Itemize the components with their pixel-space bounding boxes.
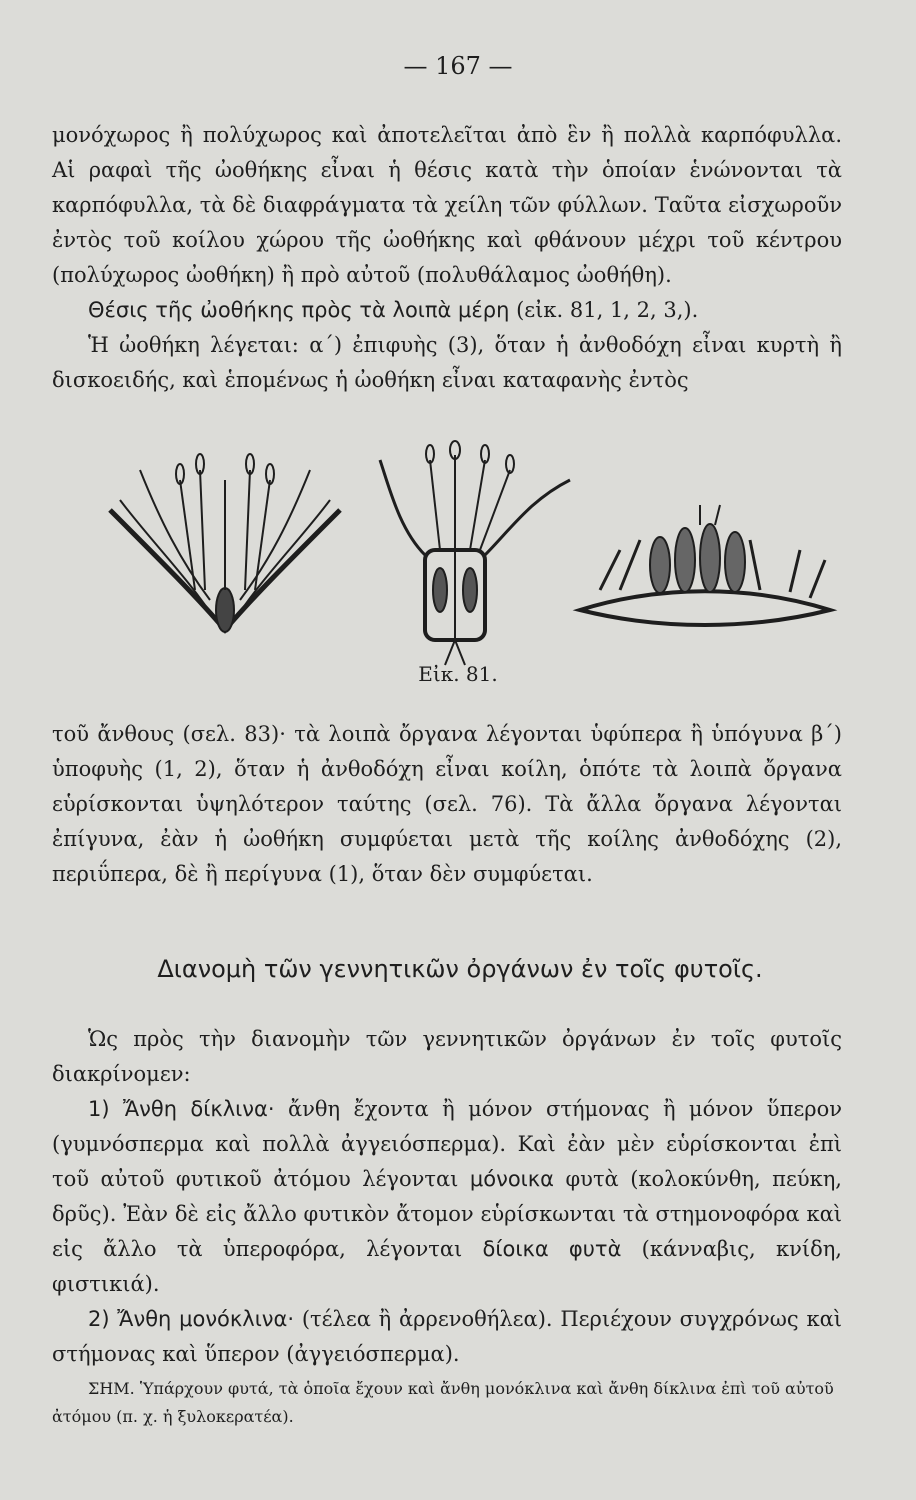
flower-section-figure [100, 440, 840, 670]
item2-text: (τέλεα ἢ ἀρρενοθήλεα). Περιέχουν συγχρόνως καὶ στήμονας καὶ ὕπερον (ἀγγειόσπερμα). [52, 1307, 842, 1366]
section-heading: Διανομὴ τῶν γεννητικῶν ὀργάνων ἐν τοῖς φυτοῖς. [157, 955, 763, 983]
item1-text: ἄνθη ἔχοντα ἢ μόνον στήμονας ἢ μόνον ὕπερον (γυμνόσπερμα καὶ πολλὰ ἀγγειόσπερμα). Καὶ ἐὰν μὲν εὑρίσκονται ἐπὶ τοῦ αὐτοῦ φυτικοῦ ἀτόμου λέγονται [52, 1097, 843, 1191]
item1-text3: (κάνναβις, κνίδη, φιστικιά). [52, 1237, 842, 1296]
term-monoecious: μόνοικα [469, 1167, 554, 1191]
flower-illustration-hypogynous [580, 505, 830, 625]
intro-paragraph: Ὡς πρὸς τὴν διανομὴν τῶν γεννητικῶν ὀργάνων ἐν τοῖς φυτοῖς διακρίνομεν: [52, 1027, 842, 1086]
list-item-diclinous [52, 1092, 842, 1302]
after-figure-text [52, 717, 842, 892]
footnote [52, 1375, 842, 1431]
page-number: — 167 — [403, 52, 513, 80]
flower-illustration-perigynous [110, 454, 340, 632]
list-item-monoclinous [52, 1302, 842, 1372]
distribution-text [52, 1022, 842, 1372]
subheading-figure-reference: (εἰκ. 81, 1, 2, 3,). [516, 298, 699, 322]
flower-illustration-epigynous [380, 441, 570, 665]
item1-text2: φυτὰ (κολοκύνθη, πεύκη, δρῦς). Ἐὰν δὲ εἰς ἄλλο φυτικὸν ἄτομον εὑρίσκωνται τὰ στημονοφόρα καὶ εἰς ἄλλο τὰ ὑπεροφόρα, λέγονται [52, 1167, 842, 1261]
ovary-position-subheading: Θέσις τῆς ὠοθήκης πρὸς τὰ λοιπὰ μέρη [88, 298, 510, 322]
term-dioecious: δίοικα φυτὰ [482, 1237, 622, 1261]
ovary-position-paragraph: Ἡ ὠοθήκη λέγεται: α΄) ἐπιφυὴς (3), ὅταν ἡ ἀνθοδόχη εἶναι κυρτὴ ἢ δισκοειδής, καὶ ἑπομένως ἡ ὠοθήκη εἶναι καταφανὴς ἐντὸς [52, 333, 842, 392]
figure-caption: Εἰκ. 81. [418, 662, 498, 686]
item1-label: 1) Ἄνθη δίκλινα· [88, 1097, 275, 1121]
ovary-paragraph: μονόχωρος ἢ πολύχωρος καὶ ἀποτελεῖται ἀπὸ ἓν ἢ πολλὰ καρπόφυλλα. Αἱ ραφαὶ τῆς ὠοθήκης εἶναι ἡ θέσις κατὰ τὴν ὁποίαν ἑνώνονται τὰ καρπόφυλλα, τὰ δὲ διαφράγματα τὰ χείλη τῶν φύλλων. Ταῦτα εἰσχωροῦν ἐντὸς τοῦ κοίλου χώρου τῆς ὠοθήκης καὶ φθάνουν μέχρι τοῦ κέντρου (πολύχωρος ὠοθήκη) ἢ πρὸ αὐτοῦ (πολυθάλαμος ὠοθήθη). [52, 123, 842, 287]
top-text [52, 118, 842, 398]
subheading-line [52, 293, 842, 328]
note-text: ΣΗΜ. Ὑπάρχουν φυτά, τὰ ὁποῖα ἔχουν καὶ ἄνθη μονόκλινα καὶ ἄνθη δίκλινα ἐπὶ τοῦ αὐτοῦ ἀτόμου (π. χ. ἡ ξυλοκερατέα). [52, 1379, 834, 1426]
item2-label: 2) Ἄνθη μονόκλινα· [88, 1307, 295, 1331]
after-figure-paragraph: τοῦ ἄνθους (σελ. 83)· τὰ λοιπὰ ὄργανα λέγονται ὑφύπερα ἢ ὑπόγυνα β΄) ὑποφυὴς (1, 2), ὅταν ἡ ἀνθοδόχη εἶναι κοίλη, ὁπότε τὰ λοιπὰ ὄργανα εὑρίσκονται ὑψηλότερον ταύτης (σελ. 76). Τὰ ἄλλα ὄργανα λέγονται ἐπίγυνα, ἐὰν ἡ ὠοθήκη συμφύεται μετὰ τῆς κοίλης ἀνθοδόχης (2), περιΰπερα, δὲ ἢ περίγυνα (1), ὅταν δὲν συμφύεται. [52, 722, 842, 886]
